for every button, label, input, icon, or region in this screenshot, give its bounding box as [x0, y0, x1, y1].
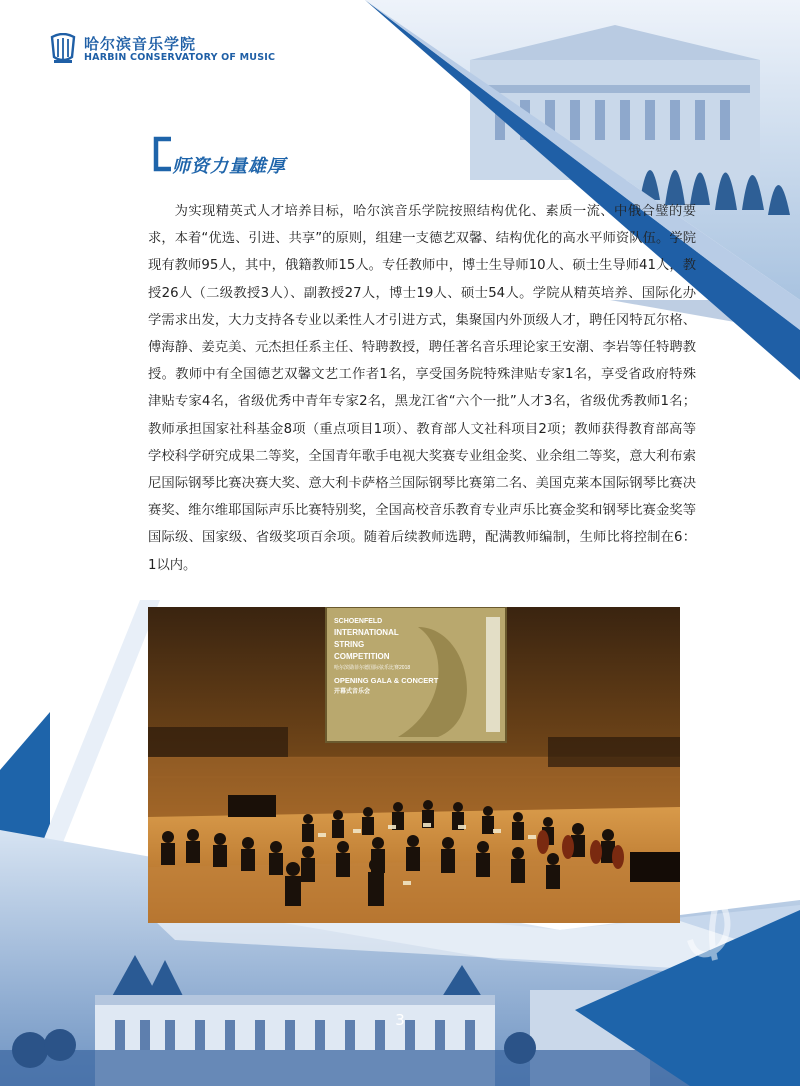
- screen-text-1: SCHOENFELD: [334, 618, 383, 625]
- school-name-cn: 哈尔滨音乐学院: [84, 35, 197, 53]
- screen-text-5: 哈尔滨勋菲尔德国际弦乐比赛2018: [334, 665, 411, 671]
- body-paragraph-block: [148, 198, 696, 579]
- screen-text-3: STRING: [334, 640, 365, 649]
- screen-text-7: 开幕式音乐会: [334, 689, 371, 695]
- heading-bracket-icon: [153, 136, 173, 172]
- screen-text-6: OPENING GALA & CONCERT: [334, 676, 439, 685]
- school-name-en: HARBIN CONSERVATORY OF MUSIC: [84, 52, 276, 63]
- screen-text-2: INTERNATIONAL: [334, 628, 399, 637]
- screen-text-4: COMPETITION: [334, 652, 390, 661]
- lyre-icon: [48, 33, 78, 65]
- section-title: 师资力量雄厚: [172, 156, 286, 177]
- page-number: 3: [395, 1011, 405, 1029]
- concert-photo: [148, 607, 680, 923]
- body-paragraph: 为实现精英式人才培养目标，哈尔滨音乐学院按照结构优化、素质一流、中俄合璧的要求，本着“优选、引进、共享”的原则，组建一支德艺双馨、结构优化的高水平师资队伍。学院现有教师95人，其中，俄籍教师15人。专任教师中，博士生导师10人、硕士生导师41人，教授26人（二级教授3人）、副教授27人，博士19人、硕士54人。学院从精英培养、国际化办学需求出发，大力支持各专业以柔性人才引进方式，集聚国内外顶级人才，聘任冈特瓦尔格、傅海静、姜克美、元杰担任系主任、特聘教授，聘任著名音乐理论家王安潮、李岩等任特聘教授。教师中有全国德艺双馨文艺工作者1名，享受国务院特殊津贴专家1名，享受省政府特殊津贴专家4名，省级优秀中青年专家2名，黑龙江省“六个一批”人才3名，省级优秀教师1名；教师承担国家社科基金8项（重点项目1项）、教育部人文社科项目2项；教师获得教育部高等学校科学研究成果二等奖，全国青年歌手电视大奖赛专业组金奖、业余组二等奖，意大利布索尼国际钢琴比赛决赛大奖、意大利卡萨格兰国际钢琴比赛第二名、美国克莱本国际钢琴比赛决赛奖、维尔维耶国际声乐比赛特别奖，全国高校音乐教育专业声乐比赛金奖和钢琴比赛金奖等国际级、国家级、省级奖项百余项。随着后续教师选聘，配满教师编制，生师比将控制在6：1以内。: [148, 204, 696, 573]
